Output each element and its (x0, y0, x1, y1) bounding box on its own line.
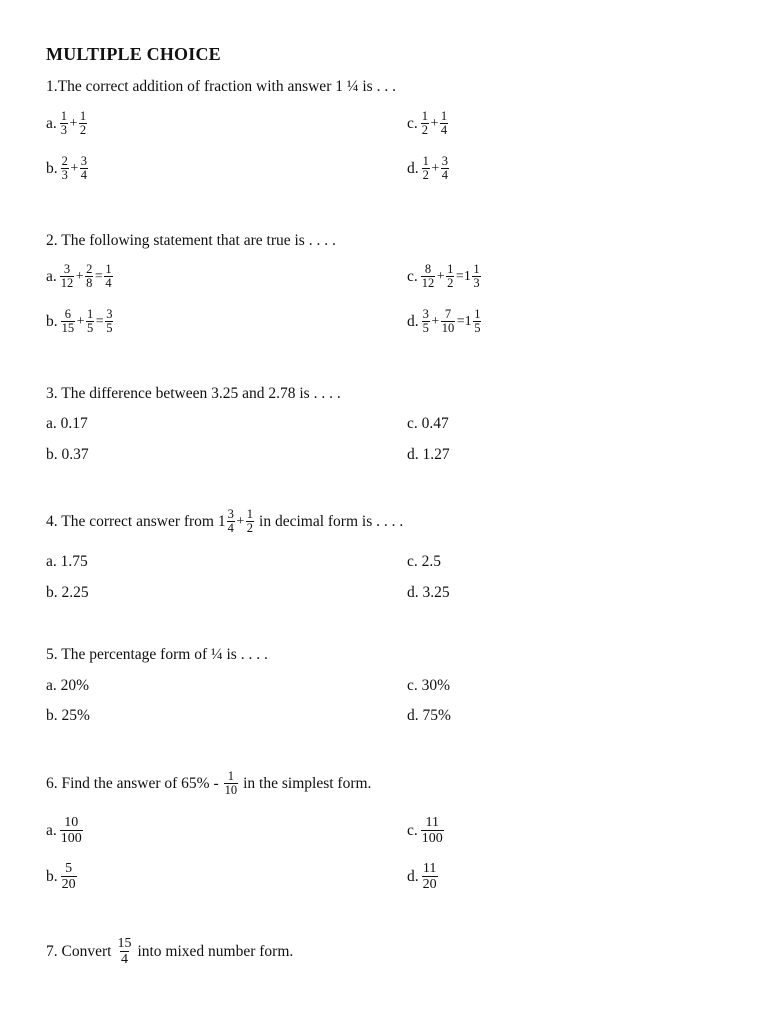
q1-option-c[interactable]: c. $\frac{1}{2}$ + $\frac{1}{4}$ (407, 109, 448, 137)
question-3: 3. The difference between 3.25 and 2.78 is . . . . (46, 385, 341, 402)
fraction: $\frac{1}{2}$ (447, 262, 454, 290)
q1-option-b[interactable]: b. $\frac{2}{3}$ + $\frac{3}{4}$ (46, 154, 88, 182)
fraction: $\frac{3}{4}$ (80, 154, 88, 182)
q1-option-d[interactable]: d. $\frac{1}{2}$ + $\frac{3}{4}$ (407, 154, 449, 182)
fraction: $\frac{2}{8}$ (86, 262, 93, 290)
q6-option-d[interactable]: d. $\frac{11}{20}$ (407, 861, 437, 892)
q1-option-a[interactable]: a. $\frac{1}{3}$ + $\frac{1}{2}$ (46, 109, 87, 137)
q3-option-d[interactable]: d. 1.27 (407, 446, 450, 463)
fraction: $\frac{1}{3}$ (60, 109, 68, 137)
fraction: $\frac{1}{2}$ (421, 109, 429, 137)
q3-option-b[interactable]: b. 0.37 (46, 446, 89, 463)
fraction: $\frac{1}{4}$ (440, 109, 448, 137)
q6-option-c[interactable]: c. $\frac{11}{100}$ (407, 815, 443, 846)
q2-option-b[interactable]: b. $\frac{6}{15}$ + $\frac{1}{5}$ = $\frac{3}{5}$ (46, 307, 113, 335)
question-4: 4. The correct answer from 1 $\frac{3}{4}$ + $\frac{1}{2}$ in decimal form is . . . . (46, 507, 404, 535)
q4-option-b[interactable]: b. 2.25 (46, 584, 89, 601)
fraction: $\frac{11}{100}$ (421, 815, 443, 846)
q3-option-c[interactable]: c. 0.47 (407, 415, 449, 432)
fraction: $\frac{1}{5}$ (87, 307, 94, 335)
q4-option-c[interactable]: c. 2.5 (407, 553, 442, 570)
fraction: $\frac{8}{12}$ (421, 262, 435, 290)
question-1: 1.The correct addition of fraction with answer 1 ¼ is . . . (46, 78, 396, 95)
q2-option-c[interactable]: c. $\frac{8}{12}$ + $\frac{1}{2}$ =1 $\frac{1}{3}$ (407, 262, 480, 290)
q5-option-b[interactable]: b. 25% (46, 707, 90, 724)
q2-option-d[interactable]: d. $\frac{3}{5}$ + $\frac{7}{10}$ =1 $\frac{1}{5}$ (407, 307, 481, 335)
fraction: $\frac{3}{4}$ (227, 507, 234, 535)
q4-option-d[interactable]: d. 3.25 (407, 584, 450, 601)
question-5: 5. The percentage form of ¼ is . . . . (46, 646, 268, 663)
fraction: $\frac{1}{5}$ (474, 307, 481, 335)
fraction: $\frac{3}{12}$ (60, 262, 74, 290)
fraction: $\frac{3}{5}$ (106, 307, 113, 335)
fraction: $\frac{6}{15}$ (61, 307, 75, 335)
fraction: $\frac{3}{5}$ (422, 307, 429, 335)
fraction: $\frac{5}{20}$ (61, 861, 76, 892)
fraction: $\frac{1}{2}$ (422, 154, 429, 182)
fraction: $\frac{1}{2}$ (79, 109, 87, 137)
fraction: $\frac{2}{3}$ (61, 154, 68, 182)
question-6: 6. Find the answer of 65% - $\frac{1}{10}$ in the simplest form. (46, 769, 372, 797)
page-title: MULTIPLE CHOICE (46, 44, 221, 64)
question-7: 7. Convert $\frac{15}{4}$ into mixed number form. (46, 936, 294, 967)
q5-option-a[interactable]: a. 20% (46, 677, 90, 694)
q5-option-d[interactable]: d. 75% (407, 707, 451, 724)
q6-option-a[interactable]: a. $\frac{10}{100}$ (46, 815, 82, 846)
q3-option-a[interactable]: a. 0.17 (46, 415, 88, 432)
fraction: $\frac{3}{4}$ (441, 154, 449, 182)
fraction: $\frac{11}{20}$ (422, 861, 437, 892)
fraction: $\frac{1}{4}$ (105, 262, 112, 290)
fraction: $\frac{15}{4}$ (117, 936, 132, 967)
fraction: $\frac{1}{2}$ (246, 507, 254, 535)
fraction: $\frac{1}{10}$ (224, 769, 238, 797)
q6-option-b[interactable]: b. $\frac{5}{20}$ (46, 861, 76, 892)
q5-option-c[interactable]: c. 30% (407, 677, 451, 694)
fraction: $\frac{10}{100}$ (60, 815, 82, 846)
fraction: $\frac{1}{3}$ (473, 262, 480, 290)
question-2: 2. The following statement that are true is . . . . (46, 232, 336, 249)
fraction: $\frac{7}{10}$ (441, 307, 455, 335)
q4-option-a[interactable]: a. 1.75 (46, 553, 88, 570)
q2-option-a[interactable]: a. $\frac{3}{12}$ + $\frac{2}{8}$ = $\frac{1}{4}$ (46, 262, 112, 290)
